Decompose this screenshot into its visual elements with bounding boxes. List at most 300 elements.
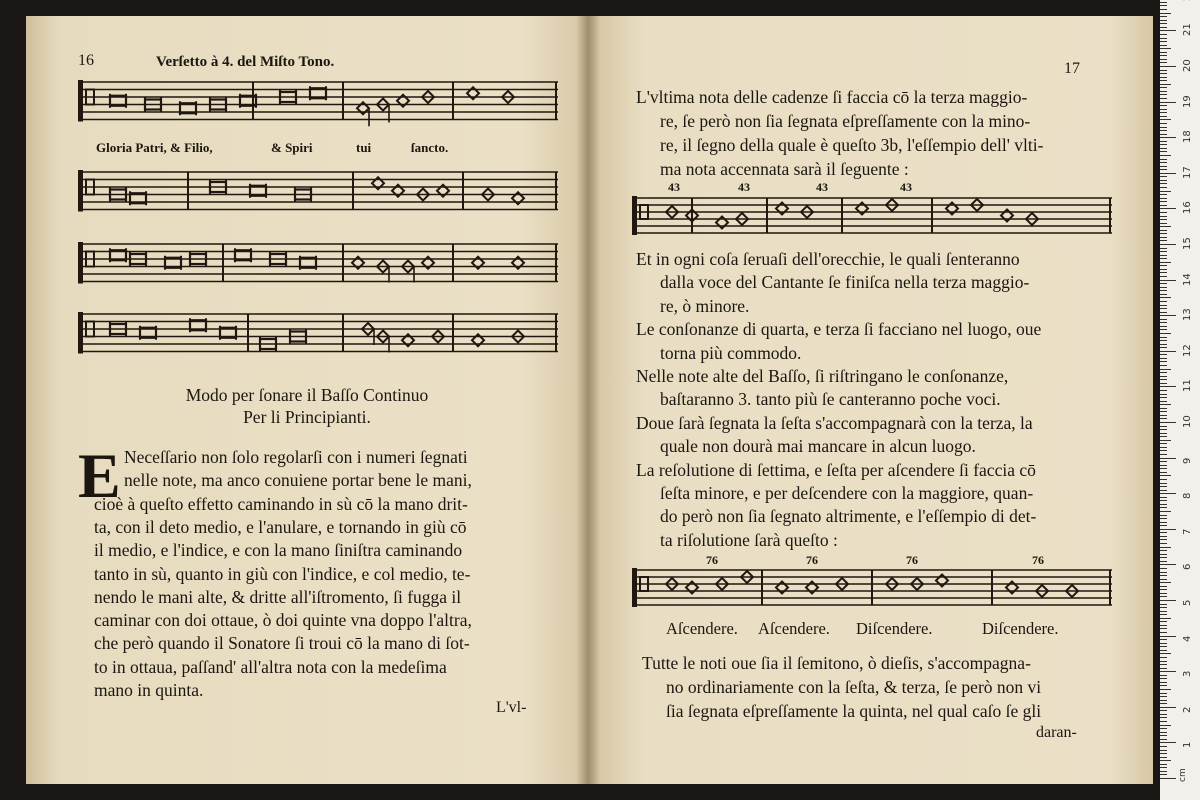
ruler-tick [1160,682,1167,683]
ruler-tick [1160,422,1176,423]
ruler-tick [1160,91,1167,92]
ruler-tick [1160,618,1171,619]
ruler-tick [1160,383,1167,384]
ruler-tick [1160,23,1167,24]
ruler-tick [1160,710,1167,711]
ruler-tick [1160,233,1167,234]
figured-bass-number: 43 [816,180,828,194]
ruler-tick [1160,290,1167,291]
ruler-tick [1160,440,1171,441]
ruler-tick [1160,297,1171,298]
text-line: caminar con doi ottaue, ò doi quinte vna doppo l'altra, [94,610,472,631]
ruler-tick [1160,493,1176,494]
text-line: tanto in sù, quanto in giù con l'indice, e col medio, te- [94,563,471,584]
ruler-tick [1160,625,1167,626]
example-label: Aſcendere. [666,619,738,638]
ruler-tick [1160,500,1167,501]
ruler-tick [1160,144,1167,145]
ruler-tick [1160,753,1167,754]
ruler-tick [1160,105,1167,106]
ruler-label: 10 [1182,415,1193,428]
figured-bass-number: 76 [906,553,918,567]
ruler-tick [1160,778,1176,779]
drop-cap: E [78,440,121,511]
ruler-tick [1160,614,1167,615]
ruler-tick [1160,102,1176,103]
ruler-tick [1160,661,1167,662]
ruler-tick [1160,294,1167,295]
ruler-tick [1160,62,1167,63]
ruler-tick [1160,596,1167,597]
ruler-tick [1160,764,1167,765]
ruler-tick [1160,258,1167,259]
ruler-tick [1160,248,1167,249]
ruler-tick [1160,59,1167,60]
music-example-2 [632,566,1112,618]
ruler-tick [1160,657,1167,658]
ruler-tick [1160,358,1167,359]
catchword: daran- [1036,724,1077,741]
ruler-label: 21 [1182,23,1193,37]
ruler-tick [1160,16,1167,17]
ruler-tick [1160,714,1167,715]
ruler-tick [1160,87,1167,88]
music-staff-2 [78,166,558,222]
ruler-tick [1160,593,1167,594]
ruler-tick [1160,369,1171,370]
ruler-tick [1160,48,1171,49]
ruler-label: 20 [1182,59,1193,72]
ruler-tick [1160,326,1167,327]
ruler-tick [1160,344,1167,345]
text-line: ſeſta minore, e per deſcendere con la maggiore, quan- [660,483,1034,503]
ruler-tick [1160,80,1167,81]
ruler-tick [1160,77,1167,78]
music-staff-3 [78,238,558,294]
text-line: nendo le mani alte, & dritte all'iſtromento, ſi fugga il [94,586,462,607]
ruler-tick [1160,109,1167,110]
ruler-tick [1160,693,1167,694]
ruler-tick [1160,5,1167,6]
text-line: re, ò minore. [660,295,750,316]
ruler-tick [1160,415,1167,416]
text-line: re, il ſegno della quale è queſto 3b, l'eſſempio dell' vlti- [660,135,1044,155]
ruler-tick [1160,511,1171,512]
ruler-tick [1160,767,1167,768]
ruler-label: 19 [1182,94,1193,108]
ruler-tick [1160,561,1167,562]
ruler-tick [1160,187,1167,188]
page-number: 16 [78,52,94,69]
text-line: che però quando il Sonatore ſi troui cō la mano di ſot- [94,633,470,654]
ruler-tick [1160,73,1167,74]
ruler-label: 9 [1182,457,1193,464]
ruler-tick [1160,536,1167,537]
ruler-tick [1160,269,1167,270]
ruler-tick [1160,244,1176,245]
ruler-label: 11 [1182,379,1193,393]
figured-bass-number: 76 [806,553,818,567]
ruler-tick [1160,354,1167,355]
lyric-3: tui [356,140,372,155]
ruler-tick [1160,340,1167,341]
ruler-tick [1160,518,1167,519]
figured-bass-number: 43 [668,180,680,194]
ruler-tick [1160,725,1171,726]
text-line: cioè à queſto effetto caminando in sù cō la mano drit- [94,493,468,514]
figured-bass-number: 43 [900,180,912,194]
ruler-tick [1160,700,1167,701]
ruler-tick [1160,198,1167,199]
ruler-tick [1160,159,1167,160]
ruler-tick [1160,515,1167,516]
section-title: Modo per ſonare il Baſſo Continuo [185,385,429,405]
text-line: ta riſolutione ſarà queſto : [660,529,838,550]
ruler-label: 3 [1182,670,1193,678]
ruler-tick [1160,365,1167,366]
ruler-tick [1160,333,1171,334]
ruler-tick [1160,127,1167,128]
ruler-tick [1160,287,1167,288]
ruler-tick [1160,45,1167,46]
ruler-tick [1160,351,1176,352]
text-line: torna più commodo. [660,342,802,363]
ruler-tick [1160,305,1167,306]
ruler-tick [1160,166,1167,167]
ruler-tick [1160,490,1167,491]
ruler-label: 2 [1182,706,1193,713]
text-line: il medio, e l'indice, e con la mano ſiniſtra caminando [94,540,463,561]
text-line: L'vltima nota delle cadenze ſi faccia cō la terza maggio- [636,87,1028,107]
example-label: Diſcendere. [982,619,1059,638]
ruler-tick [1160,151,1167,152]
ruler-tick [1160,208,1176,209]
ruler-tick [1160,742,1176,743]
ruler-tick [1160,611,1167,612]
ruler-tick [1160,554,1167,555]
text-line: ta, con il deto medio, e l'anulare, e tornando in giù cō [94,516,467,537]
ruler-tick [1160,426,1167,427]
ruler-tick [1160,41,1167,42]
catchword: L'vl- [496,699,527,716]
ruler-tick [1160,600,1176,601]
music-staff-1 [78,76,558,134]
ruler-tick [1160,721,1167,722]
ruler-tick [1160,226,1171,227]
ruler-tick [1160,479,1167,480]
ruler-label: 7 [1182,528,1193,535]
ruler-tick [1160,750,1167,751]
ruler-label: 17 [1182,166,1193,179]
ruler-tick [1160,418,1167,419]
ruler-tick [1160,717,1167,718]
ruler-tick [1160,201,1167,202]
text-line: La reſolutione di ſettima, e ſeſta per aſcendere ſi faccia cō [636,459,1036,480]
ruler-tick [1160,205,1167,206]
text-line: dalla voce del Cantante ſe finiſca nella terza maggio- [660,272,1030,293]
ruler-tick [1160,183,1167,184]
ruler-tick [1160,728,1167,729]
ruler-tick [1160,194,1167,195]
figured-bass-number: 76 [706,553,718,567]
ruler-tick [1160,589,1167,590]
ruler-tick [1160,394,1167,395]
ruler-label: 15 [1182,237,1193,250]
ruler-tick [1160,774,1167,775]
ruler-tick [1160,347,1167,348]
ruler-tick [1160,379,1167,380]
ruler-label: 14 [1182,272,1193,286]
lyric-2: & Spiri [271,140,313,155]
text-line: Nelle note alte del Baſſo, ſi riſtringano le conſonanze, [636,366,1009,386]
ruler-tick [1160,732,1167,733]
ruler-tick [1160,315,1176,316]
ruler-tick [1160,180,1167,181]
ruler-tick [1160,262,1171,263]
ruler-tick [1160,671,1176,672]
ruler-tick [1160,361,1167,362]
ruler-tick [1160,543,1167,544]
ruler-tick [1160,329,1167,330]
ruler-tick [1160,265,1167,266]
ruler-tick [1160,13,1171,14]
ruler-tick [1160,450,1167,451]
ruler-tick [1160,539,1167,540]
ruler-tick [1160,579,1167,580]
ruler-tick [1160,376,1167,377]
music-example-1 [632,194,1112,246]
ruler-tick [1160,746,1167,747]
ruler-tick [1160,216,1167,217]
ruler-tick [1160,52,1167,53]
ruler-tick [1160,582,1171,583]
text-line: Le conſonanze di quarta, e terza ſi facciano nel luogo, oue [636,319,1042,340]
ruler-tick [1160,429,1167,430]
ruler-tick [1160,20,1167,21]
text-line: to in ottaua, paſſand' all'altra nota con la medeſima [94,656,447,677]
ruler-label: 16 [1182,201,1193,215]
ruler-label: 6 [1182,564,1193,571]
ruler-tick [1160,337,1167,338]
ruler-tick [1160,322,1167,323]
ruler-tick [1160,575,1167,576]
measurement-ruler [1160,0,1200,800]
ruler-tick [1160,525,1167,526]
text-line: re, ſe però non ſia ſegnata eſpreſſamente con la mino- [660,111,1031,131]
ruler-tick [1160,283,1167,284]
text-line: ſia ſegnata eſpreſſamente la quinta, nel qual caſo ſe gli [666,701,1042,721]
ruler-tick [1160,137,1176,138]
figured-bass-number: 76 [1032,553,1044,567]
ruler-tick [1160,646,1167,647]
ruler-tick [1160,411,1167,412]
ruler-tick [1160,301,1167,302]
ruler-tick [1160,664,1167,665]
ruler-tick [1160,408,1167,409]
ruler-tick [1160,757,1167,758]
ruler-tick [1160,27,1167,28]
book-gutter [576,16,600,784]
ruler-tick [1160,255,1167,256]
ruler-tick [1160,475,1171,476]
ruler-tick [1160,84,1171,85]
ruler-tick [1160,461,1167,462]
ruler-tick [1160,443,1167,444]
ruler-tick [1160,162,1167,163]
ruler-tick [1160,650,1167,651]
ruler-tick [1160,123,1167,124]
text-line: do però non ſia ſegnato altrimente, e l'eſſempio di det- [660,506,1037,527]
ruler-tick [1160,191,1171,192]
ruler-tick [1160,547,1171,548]
ruler-tick [1160,276,1167,277]
ruler-tick [1160,643,1167,644]
ruler-tick [1160,237,1167,238]
ruler-tick [1160,483,1167,484]
ruler-tick [1160,66,1176,67]
ruler-tick [1160,308,1167,309]
ruler-tick [1160,390,1167,391]
ruler-tick [1160,771,1167,772]
figured-bass-number: 43 [738,180,750,194]
ruler-tick [1160,372,1167,373]
right-page [588,16,1153,784]
example-label: Diſcendere. [856,619,933,638]
ruler-tick [1160,675,1167,676]
ruler-tick [1160,230,1167,231]
ruler-tick [1160,70,1167,71]
ruler-tick [1160,251,1167,252]
ruler-tick [1160,472,1167,473]
ruler-tick [1160,176,1167,177]
ruler-tick [1160,404,1171,405]
ruler-tick [1160,112,1167,113]
ruler-tick [1160,38,1167,39]
ruler-tick [1160,465,1167,466]
ruler-tick [1160,689,1171,690]
music-staff-4 [78,306,558,366]
ruler-tick [1160,55,1167,56]
ruler-tick [1160,468,1167,469]
ruler-tick [1160,564,1176,565]
ruler-label: 13 [1182,308,1193,322]
ruler-tick [1160,98,1167,99]
text-line: Et in ogni coſa ſeruaſi dell'orecchie, le quali ſenteranno [636,249,1020,269]
ruler-tick [1160,458,1176,459]
ruler-tick [1160,454,1167,455]
ruler-tick [1160,148,1167,149]
ruler-tick [1160,568,1167,569]
ruler-tick [1160,272,1167,273]
ruler-tick [1160,312,1167,313]
ruler-tick [1160,557,1167,558]
ruler-label: 8 [1182,492,1193,500]
ruler-tick [1160,639,1167,640]
ruler-label: 4 [1182,635,1193,642]
ruler-tick [1160,155,1171,156]
ruler-tick [1160,30,1176,31]
text-line: mano in quinta. [94,680,204,700]
ruler-tick [1160,668,1167,669]
ruler-tick [1160,119,1171,120]
text-line: baſtaranno 3. tanto più ſe canteranno poche voci. [660,389,1001,410]
ruler-tick [1160,2,1167,3]
ruler-tick [1160,433,1167,434]
ruler-tick [1160,34,1167,35]
ruler-tick [1160,507,1167,508]
ruler-tick [1160,739,1167,740]
ruler-tick [1160,760,1171,761]
ruler-tick [1160,532,1167,533]
ruler-tick [1160,134,1167,135]
ruler-tick [1160,504,1167,505]
text-line: Doue ſarà ſegnata la ſeſta s'accompagnarà con la terza, la [636,412,1033,433]
ruler-tick [1160,280,1176,281]
lyric-1: Gloria Patri, & Filio, [96,140,213,155]
left-page [26,16,588,784]
text-line: quale non dourà mai mancare in alcun luogo. [660,436,976,457]
ruler-tick [1160,632,1167,633]
ruler-tick [1160,703,1167,704]
ruler-label: 1 [1182,742,1193,749]
ruler-tick [1160,621,1167,622]
section-subtitle: Per li Principianti. [243,407,371,427]
ruler-tick [1160,607,1167,608]
ruler-tick [1160,628,1167,629]
lyric-4: ſancto. [411,140,449,155]
ruler-tick [1160,685,1167,686]
ruler-tick [1160,486,1167,487]
ruler-tick [1160,497,1167,498]
ruler-tick [1160,116,1167,117]
book-spread [18,10,1158,790]
ruler-tick [1160,735,1167,736]
ruler-tick [1160,522,1167,523]
example-label: Aſcendere. [758,619,830,638]
ruler-tick [1160,586,1167,587]
text-line: ma nota accennata sarà il ſeguente : [660,159,909,179]
ruler-tick [1160,223,1167,224]
ruler-tick [1160,130,1167,131]
ruler-tick [1160,173,1176,174]
ruler-tick [1160,636,1176,637]
ruler-tick [1160,707,1176,708]
ruler-label: 5 [1182,599,1193,606]
page-header: Verſetto à 4. del Miſto Tono. [156,54,335,70]
ruler-tick [1160,529,1176,530]
ruler-tick [1160,141,1167,142]
ruler-label: 12 [1182,344,1193,357]
text-line: nelle note, ma anco conuiene portar bene le mani, [124,470,472,491]
ruler-tick [1160,604,1167,605]
ruler-tick [1160,386,1176,387]
text-line: no ordinariamente con la ſeſta, & terza, ſe però non vi [666,677,1042,697]
ruler-tick [1160,550,1167,551]
ruler-tick [1160,572,1167,573]
ruler-label: 18 [1182,130,1193,144]
ruler-tick [1160,401,1167,402]
ruler-tick [1160,169,1167,170]
ruler-tick [1160,94,1167,95]
text-line: Neceſſario non ſolo regolarſi con i numeri ſegnati [124,447,468,467]
text-line: Tutte le noti oue ſia il ſemitono, ò dieſis, s'accompagna- [642,653,1031,673]
ruler-tick [1160,436,1167,437]
ruler-tick [1160,696,1167,697]
ruler-tick [1160,219,1167,220]
page-number: 17 [1064,60,1080,77]
ruler-label [1182,0,1193,1]
ruler-tick [1160,678,1167,679]
